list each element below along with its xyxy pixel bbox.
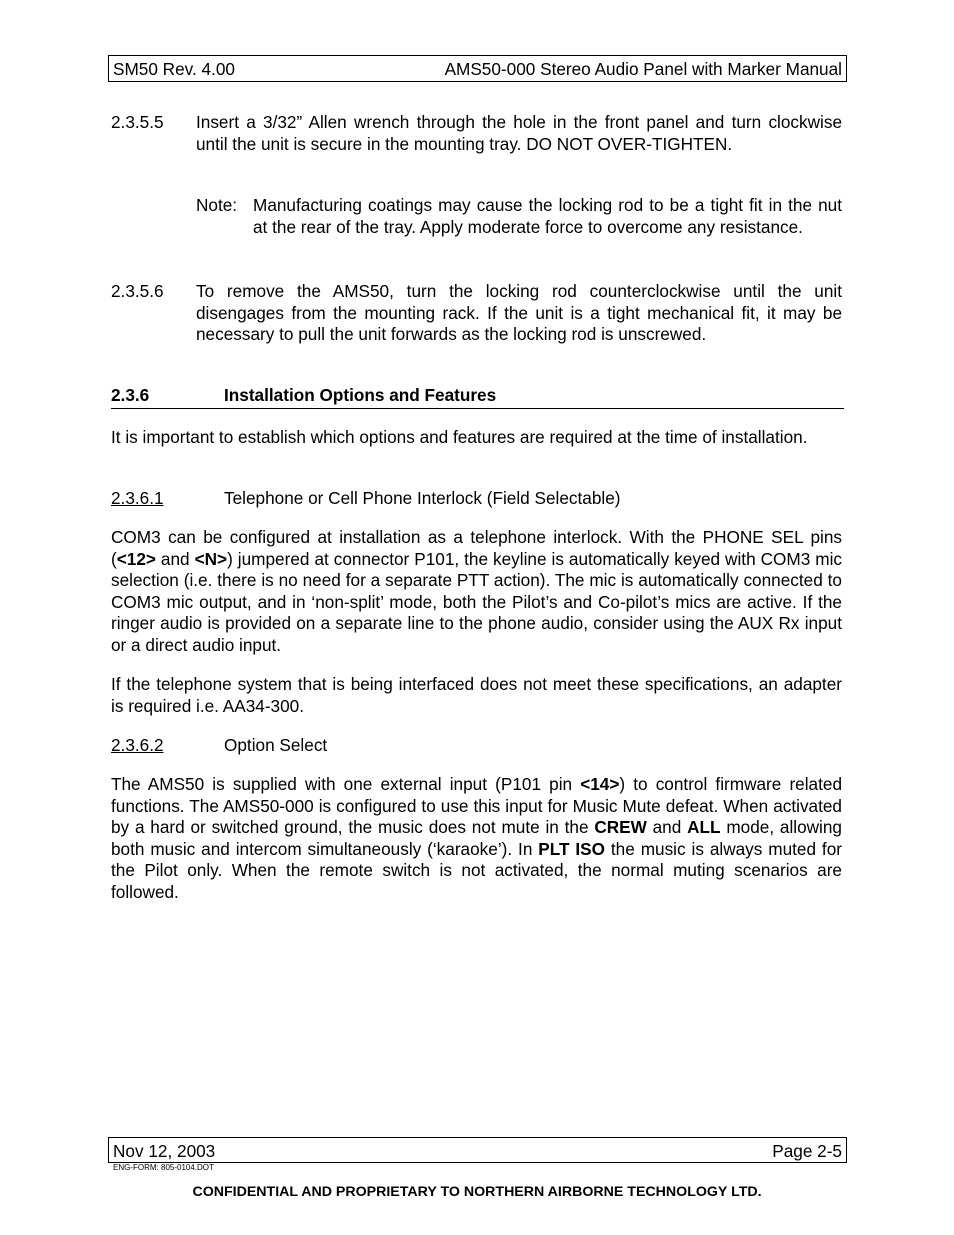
text-run: and — [646, 817, 688, 838]
subsection-heading-2361 — [111, 488, 660, 510]
pin-label: <14> — [580, 774, 620, 794]
document-id: SM50 Rev. 4.00 — [113, 59, 235, 79]
paragraph-phone-interlock — [111, 527, 842, 657]
text-run: The AMS50 is supplied with one external input (P101 pin — [111, 774, 581, 794]
subsection-heading-2362 — [111, 735, 337, 757]
section-heading-rule — [111, 408, 844, 409]
section-text-2355: Insert a 3/32” Allen wrench through the hole in the front panel and turn clockwise until the unit is secure in the mounting tray. DO NOT OVER-TIGHTEN. — [196, 112, 842, 154]
footer-date: Nov 12, 2003 — [113, 1141, 216, 1161]
subsection-number-2361: 2.3.6.1 — [111, 488, 164, 508]
paragraph-adapter: If the telephone system that is being interfaced does not meet these specifications, an adapter is required i.e. AA34-300. — [111, 674, 842, 716]
form-id: ENG-FORM: 805-0104.DOT — [113, 1163, 214, 1172]
section-number-2356: 2.3.5.6 — [111, 281, 164, 301]
confidentiality-notice: CONFIDENTIAL AND PROPRIETARY TO NORTHERN AIRBORNE TECHNOLOGY LTD. — [192, 1184, 762, 1200]
section-number-2355: 2.3.5.5 — [111, 112, 164, 132]
subsection-title-2362: Option Select — [224, 735, 328, 755]
section-number-236: 2.3.6 — [111, 385, 150, 405]
text-run: ) to control firmware related functions. The AMS50-000 is configured to use this input for Music Mute defeat. When activated by a hard or switched ground, the music does not mute in the — [111, 774, 842, 838]
pin-label: <N> — [194, 548, 228, 569]
paragraph-option-select — [111, 774, 842, 904]
text-run: ) jumpered at connector P101, the keyline is automatically keyed with COM3 mic selection (i.e. there is no need for a separate PTT action). The mic is automatically connected to COM3 mic output, and in ‘non-split’ mode, both the Pilot’s and Co-pilot’s mics are active. If the ringer audio is provided on a separate line to the phone audio, consider using the AUX Rx input or a direct audio input. — [111, 548, 842, 655]
page-number: Page 2-5 — [772, 1141, 842, 1161]
section-intro-236: It is important to establish which options and features are required at the time of installation. — [111, 427, 808, 447]
section-text-2356: To remove the AMS50, turn the locking rod counterclockwise until the unit disengages from the mounting rack. If the unit is a tight mechanical fit, it may be necessary to pull the unit forwards as the locking rod is unscrewed. — [196, 281, 842, 345]
text-run: COM3 can be configured at installation as a telephone interlock. With the PHONE SEL pins ( — [111, 527, 842, 569]
mode-label: PLT ISO — [538, 838, 605, 859]
mode-label: CREW — [594, 817, 647, 838]
note-text: Manufacturing coatings may cause the locking rod to be a tight fit in the nut at the rear of the tray. Apply moderate force to overcome any resistance. — [253, 195, 842, 237]
text-run: mode, allowing both music and intercom simultaneously (‘karaoke’). In — [111, 817, 842, 859]
text-run: and — [155, 548, 195, 569]
page-footer — [108, 1137, 847, 1163]
document-title: AMS50-000 Stereo Audio Panel with Marker Manual — [444, 59, 842, 79]
section-heading-236: Installation Options and Features — [224, 385, 497, 405]
text-run: the music is always muted for the Pilot only. When the remote switch is not activated, the normal muting scenarios are followed. — [111, 838, 842, 902]
note-label: Note: — [196, 195, 238, 215]
page-header — [108, 55, 847, 82]
subsection-title-2361: Telephone or Cell Phone Interlock (Field Selectable) — [224, 488, 621, 508]
pin-label: <12> — [116, 548, 156, 569]
subsection-number-2362: 2.3.6.2 — [111, 735, 164, 755]
mode-label: ALL — [687, 817, 721, 838]
